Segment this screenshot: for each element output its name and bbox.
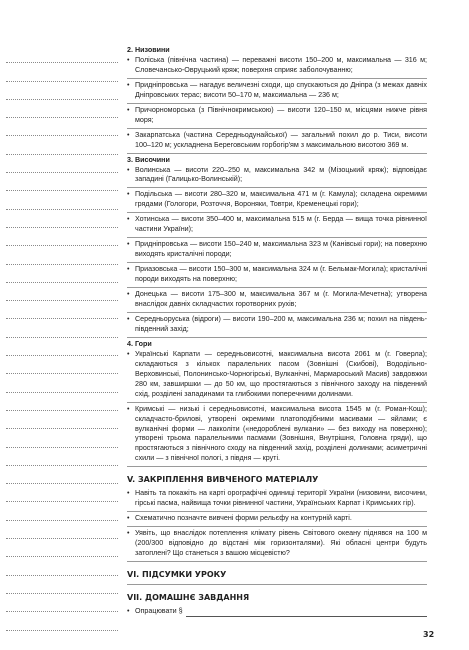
upland-item: • Волинська — висоти 220–250 м, максимальна 342 м (Мізоцький кряж); відповідає западині (Галицько-Волинській);: [127, 166, 427, 186]
upland-item: • Хотинська — висоти 350–400 м, максимальна 515 м (г. Берда — вища точка рівнинної частини України);: [127, 215, 427, 235]
divider: [127, 128, 427, 129]
homework-blank-line: [186, 608, 427, 617]
note-line: [6, 374, 118, 392]
divider: [127, 153, 427, 154]
task-item: • Схематично позначте вивчені форми рельєфу на контурній карті.: [127, 514, 427, 524]
divider: [127, 312, 427, 313]
note-line: [6, 356, 118, 374]
upland-item: • Донецька — висоти 175–300 м, максимальна 367 м (г. Могила-Мечетна); утворена внаслідок давніх складчастих горотворних рухів;: [127, 290, 427, 310]
divider: [127, 78, 427, 79]
task-item: • Уявіть, що внаслідок потеплення клімату рівень Світового океану піднявся на 100 м (200/300 відповідно до відстані між горизонталями). Які обласні центри будуть затоплені? Що станеться з вашою місцевістю?: [127, 529, 427, 559]
note-line: [6, 265, 118, 283]
mountain-item: • Кримські — низькі і середньовисотні, максимальна висота 1545 м (г. Роман-Кош); складчасто-брилові, утворені окремими платоподібними масивами — яйлами; є вулканічні форми — лакколіти («недороблені вулкани» — без виходу на поверхню); утворені трьома паралельними пасмами (Зовнішня, Внутрішня, Головна гряди), що простягаються з північного сходу на південний захід, розділені долинами; асиметричні схили — з північної пологі, з півдня — круті.: [127, 405, 427, 465]
uplands-heading: 3. Височини: [127, 155, 170, 164]
note-line: [6, 301, 118, 319]
note-line: [6, 45, 118, 63]
divider: [127, 237, 427, 238]
note-line: [6, 612, 118, 630]
notes-column: [6, 45, 118, 631]
note-line: [6, 539, 118, 557]
upland-item: • Подільська — висоти 280–320 м, максимальна 471 м (г. Камула); складена окремими грядами (Гологори, Розточчя, Вороняки, Товтри, Кременецькі гори);: [127, 190, 427, 210]
divider: [127, 466, 427, 467]
divider: [127, 337, 427, 338]
divider: [127, 402, 427, 403]
divider: [127, 187, 427, 188]
divider: [127, 584, 427, 585]
note-line: [6, 411, 118, 429]
note-line: [6, 502, 118, 520]
note-line: [6, 63, 118, 81]
note-line: [6, 173, 118, 191]
note-line: [6, 136, 118, 154]
lowlands-heading: 2. Низовини: [127, 46, 170, 54]
divider: [127, 103, 427, 104]
note-line: [6, 246, 118, 264]
divider: [127, 511, 427, 512]
homework-item: [127, 607, 427, 617]
mountain-item: • Українські Карпати — середньовисотні, максимальна висота 2061 м (г. Говерла); складаються з кількох паралельних пасом (Зовнішні (Скибові), Вододільно-Верховинські, Полонинсько-Чорногірські, Вулканічні, Мармароський Масив) завдовжки 280 км, завширшки — до 50 км, що простягаються з північного заходу на південний схід, розділені западинами та глибокими поперечними долинами.: [127, 350, 427, 400]
divider: [127, 526, 427, 527]
note-line: [6, 576, 118, 594]
upland-item: • Приазовська — висоти 150–300 м, максимальна 324 м (г. Бельмак-Могила); кристалічні породи виходять на поверхню;: [127, 265, 427, 285]
note-line: [6, 594, 118, 612]
note-line: [6, 393, 118, 411]
upland-item: • Придніпровська — висоти 150–240 м, максимальна 323 м (Канівські гори); на поверхню виходять кристалічні породи;: [127, 240, 427, 260]
task-item: • Навіть та покажіть на карті орографічні одиниці території України (низовини, височини, гірські пасма, найвища точки рівнинної частини, Українських Карпат і Кримських гір).: [127, 489, 427, 509]
note-line: [6, 100, 118, 118]
note-line: [6, 338, 118, 356]
note-line: [6, 82, 118, 100]
note-line: [6, 557, 118, 575]
upland-item: • Середньоруська (відроги) — висоти 190–200 м, максимальна 236 м; похил на південь-південний захід;: [127, 315, 427, 335]
divider: [127, 212, 427, 213]
lowland-item: • Причорноморська (з Північнокримською) — висоти 120–150 м, місцями нижче рівня моря;: [127, 106, 427, 126]
note-line: [6, 319, 118, 337]
note-line: [6, 466, 118, 484]
divider: [127, 561, 427, 562]
note-line: [6, 521, 118, 539]
section-6-heading: VI. ПІДСУМКИ УРОКУ: [127, 570, 227, 580]
note-line: [6, 210, 118, 228]
note-line: [6, 228, 118, 246]
note-line: [6, 484, 118, 502]
page-content: [127, 46, 427, 617]
lowland-item: • Поліська (північна частина) — переважні висоти 150–200 м, максимальна — 316 м; Словечансько-Овруцький кряж; поверхня сприяє заболочуванню;: [127, 56, 427, 76]
note-line: [6, 191, 118, 209]
page-number: 32: [423, 630, 435, 639]
note-line: [6, 429, 118, 447]
homework-label: • Опрацювати §: [135, 607, 183, 616]
note-line: [6, 118, 118, 136]
divider: [127, 287, 427, 288]
lowland-item: • Закарпатська (частина Середньодунайської) — загальний похил до р. Тиси, висоти 100–120 м; ускладнена Береговським горбогір'ям з максимальною висотою 369 м.: [127, 131, 427, 151]
lowland-item: • Придніпровська — нагадує величезні сходи, що спускаються до Дніпра (з межах давніх Дніпровських терас; висоти 50–170 м, максимальна — 236 м;: [127, 81, 427, 101]
divider: [127, 262, 427, 263]
note-line: [6, 155, 118, 173]
section-5-heading: V. ЗАКРІПЛЕННЯ ВИВЧЕНОГО МАТЕРІАЛУ: [127, 475, 319, 485]
note-line: [6, 448, 118, 466]
mountains-heading: 4. Гори: [127, 339, 152, 348]
section-7-heading: VII. ДОМАШНЄ ЗАВДАННЯ: [127, 593, 250, 603]
note-line: [6, 283, 118, 301]
